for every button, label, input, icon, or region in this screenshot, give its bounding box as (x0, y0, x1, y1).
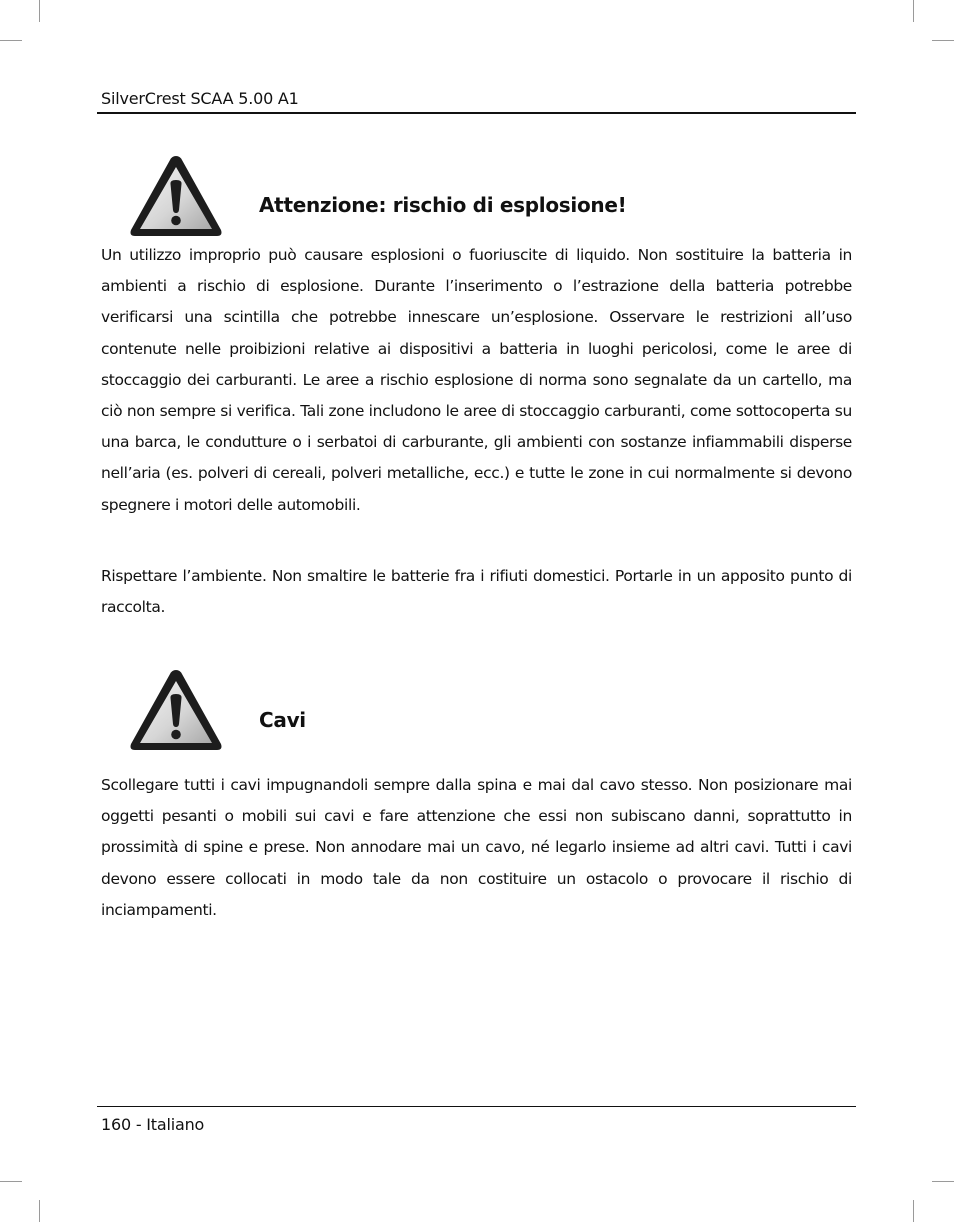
crop-mark (913, 1200, 914, 1222)
header-rule (97, 112, 856, 114)
paragraph-explosion-warning: Un utilizzo improprio può causare esplosioni o fuoriuscite di liquido. Non sostituire la batteria in ambienti a rischio di esplosione. Durante l’inserimento o l’estrazione della batteria potrebbe verificarsi una scintilla che potrebbe innescare un’esplosione. Osservare le restrizioni all’uso contenute nelle proibizioni relative ai dispositivi a batteria in luoghi pericolosi, come le aree di stoccaggio dei carburanti. Le aree a rischio esplosione di norma sono segnalate da un cartello, ma ciò non sempre si verifica. Tali zone includono le aree di stoccaggio carburanti, come sottocoperta su una barca, le condutture o i serbatoi di carburante, gli ambienti con sostanze infiammabili disperse nell’aria (es. polveri di cereali, polveri metalliche, ecc.) e tutte le zone in cui normalmente si devono spegnere i motori delle automobili. (101, 246, 852, 514)
warning-triangle-icon (128, 154, 224, 238)
crop-mark (932, 1181, 954, 1182)
crop-mark (913, 0, 914, 22)
paragraph-environment: Rispettare l’ambiente. Non smaltire le batterie fra i rifiuti domestici. Portarle in un apposito punto di raccolta. (101, 567, 852, 617)
crop-mark (0, 1181, 22, 1182)
crop-mark (0, 40, 22, 41)
section-title-cables: Cavi (259, 708, 306, 732)
warning-triangle-icon (128, 668, 224, 752)
section-title-explosion: Attenzione: rischio di esplosione! (259, 193, 627, 217)
page-header: SilverCrest SCAA 5.00 A1 (101, 89, 299, 108)
footer-rule (97, 1106, 856, 1107)
paragraph-cables: Scollegare tutti i cavi impugnandoli sempre dalla spina e mai dal cavo stesso. Non posizionare mai oggetti pesanti o mobili sui cavi e fare attenzione che essi non subiscano danni, soprattutto in prossimità di spine e prese. Non annodare mai un cavo, né legarlo insieme ad altri cavi. Tutti i cavi devono essere collocati in modo tale da non costituire un ostacolo o provocare il rischio di inciampamenti. (101, 776, 852, 919)
crop-mark (39, 0, 40, 22)
crop-mark (932, 40, 954, 41)
page-footer: 160 - Italiano (101, 1115, 205, 1134)
crop-mark (39, 1200, 40, 1222)
